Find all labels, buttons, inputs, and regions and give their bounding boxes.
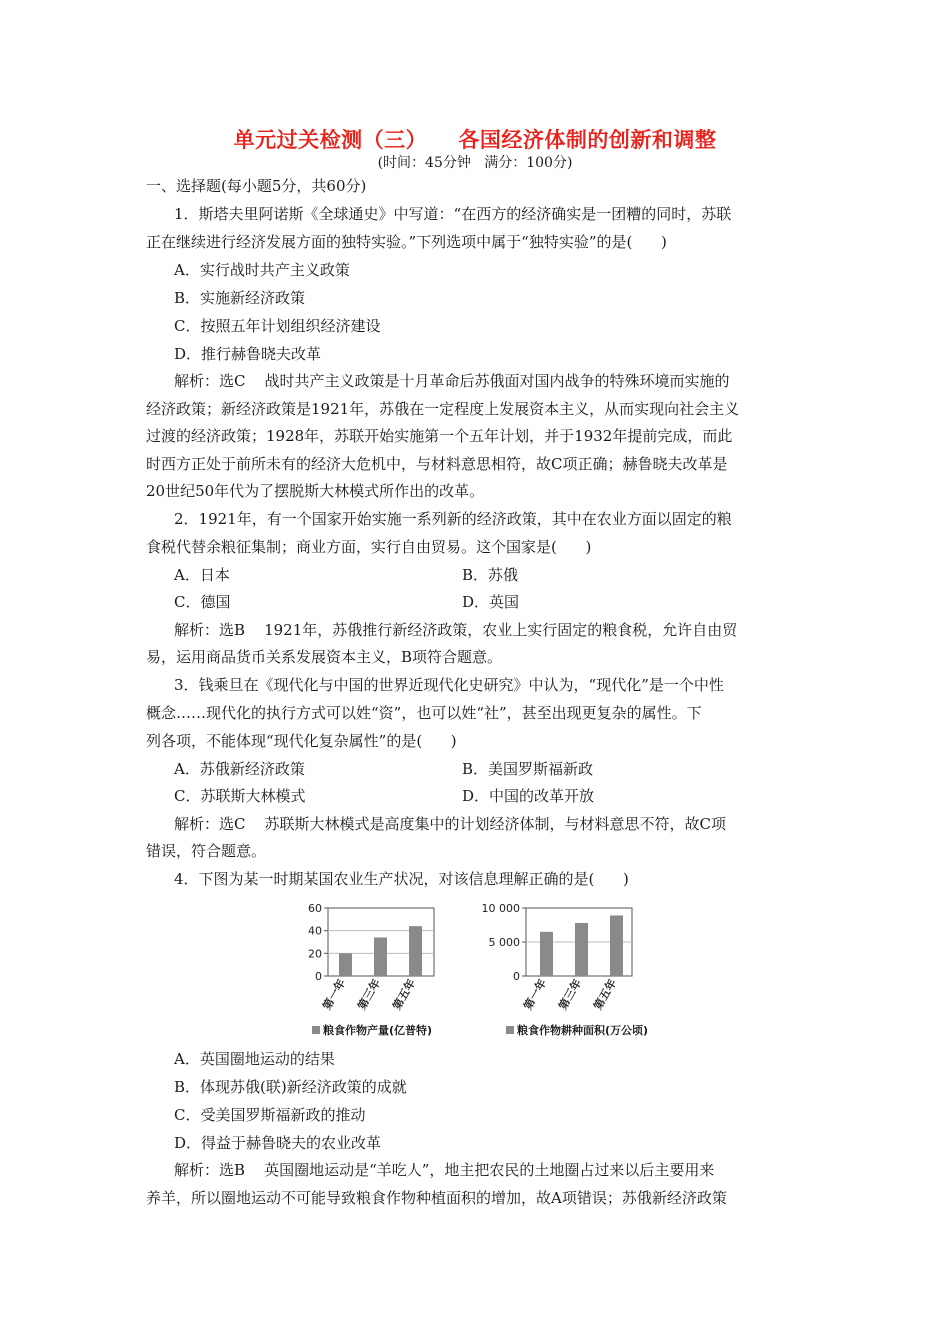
q1-option-d: D．推行赫鲁晓夫改革 <box>174 345 322 363</box>
q3-option-a: A．苏俄新经济政策 <box>174 760 305 778</box>
chart2-legend-label: 粮食作物耕种面积(万公顷) <box>517 1024 649 1037</box>
chart2-category-label: 第一年 <box>521 977 550 1013</box>
chart1-legend-label: 粮食作物产量(亿普特) <box>323 1024 433 1037</box>
q1-option-b: B．实施新经济政策 <box>174 289 306 307</box>
q3-stem-line3: 列各项，不能体现“现代化复杂属性”的是( ) <box>146 732 457 750</box>
chart1-y-tick-label: 0 <box>315 970 322 983</box>
q3-option-c: C．苏联斯大林模式 <box>174 787 306 805</box>
q1-explanation-line5: 20世纪50年代为了摆脱斯大林模式所作出的改革。 <box>146 482 485 500</box>
chart2-bar <box>610 915 623 976</box>
chart2-bar <box>540 932 553 976</box>
q1-option-c: C．按照五年计划组织经济建设 <box>174 317 381 335</box>
q2-option-d: D．英国 <box>462 593 520 611</box>
chart2-category-label: 第三年 <box>556 977 585 1013</box>
chart1-category-label: 第五年 <box>390 977 419 1013</box>
q1-stem-line1: 1．斯塔夫里阿诺斯《全球通史》中写道：“在西方的经济确实是一团糟的同时，苏联 <box>174 205 732 223</box>
q2-explanation-line1: 解析：选B 1921年，苏俄推行新经济政策，农业上实行固定的粮食税，允许自由贸 <box>174 621 738 639</box>
q2-stem-line2: 食税代替余粮征集制；商业方面，实行自由贸易。这个国家是( ) <box>146 538 592 556</box>
q4-explanation-line2: 养羊，所以圈地运动不可能导致粮食作物种植面积的增加，故A项错误；苏俄新经济政策 <box>146 1189 727 1207</box>
legend-swatch <box>312 1026 320 1034</box>
q4-charts <box>296 898 696 1040</box>
q1-stem-line2: 正在继续进行经济发展方面的独特实验。”下列选项中属于“独特实验”的是( ) <box>146 233 667 251</box>
chart2-y-tick-label: 5 000 <box>488 936 520 949</box>
q2-option-c: C．德国 <box>174 593 231 611</box>
chart2-y-tick-label: 10 000 <box>481 902 520 915</box>
chart2-bar <box>575 923 588 976</box>
q1-explanation-line3: 过渡的经济政策；1928年，苏联开始实施第一个五年计划，并于1932年提前完成，而此 <box>146 427 733 445</box>
chart1-y-tick-label: 20 <box>308 947 322 961</box>
chart1-bar <box>374 937 387 976</box>
chart1-y-tick-label: 40 <box>308 924 322 938</box>
chart1-legend <box>312 1022 432 1038</box>
chart2-y-tick-label: 0 <box>513 970 520 983</box>
q2-option-a: A．日本 <box>174 566 230 584</box>
section-heading: 一、选择题(每小题5分，共60分) <box>146 177 367 195</box>
q3-option-d: D．中国的改革开放 <box>462 787 595 805</box>
q2-option-b: B．苏俄 <box>462 566 519 584</box>
page-subtitle: (时间：45分钟 满分：100分) <box>377 155 573 171</box>
chart1-category-label: 第一年 <box>320 977 349 1013</box>
q2-stem-line1: 2．1921年，有一个国家开始实施一系列新的经济政策，其中在农业方面以固定的粮 <box>174 510 732 528</box>
q3-explanation-line2: 错误，符合题意。 <box>146 842 267 860</box>
chart1-category-label: 第三年 <box>355 977 384 1013</box>
q1-explanation-line1: 解析：选C 战时共产主义政策是十月革命后苏俄面对国内战争的特殊环境而实施的 <box>174 372 730 390</box>
q4-explanation-line1: 解析：选B 英国圈地运动是“羊吃人”，地主把农民的土地圈占过来以后主要用来 <box>174 1161 715 1179</box>
q3-explanation-line1: 解析：选C 苏联斯大林模式是高度集中的计划经济体制，与材料意思不符，故C项 <box>174 815 727 833</box>
q4-option-c: C．受美国罗斯福新政的推动 <box>174 1106 366 1124</box>
bar-charts-svg <box>296 898 696 1020</box>
q4-option-b: B．体现苏俄(联)新经济政策的成就 <box>174 1078 407 1096</box>
chart2-category-label: 第五年 <box>591 977 620 1013</box>
q1-explanation-line2: 经济政策；新经济政策是1921年，苏俄在一定程度上发展资本主义，从而实现向社会主义 <box>146 400 740 418</box>
chart1-bar <box>339 953 352 976</box>
q4-option-a: A．英国圈地运动的结果 <box>174 1050 335 1068</box>
q1-option-a: A．实行战时共产主义政策 <box>174 261 350 279</box>
q3-option-b: B．美国罗斯福新政 <box>462 760 594 778</box>
q2-explanation-line2: 易，运用商品货币关系发展资本主义，B项符合题意。 <box>146 648 503 666</box>
q4-stem-line1: 4．下图为某一时期某国农业生产状况，对该信息理解正确的是( ) <box>174 870 629 888</box>
chart1-bar <box>409 926 422 976</box>
chart2-legend <box>506 1022 648 1038</box>
legend-swatch <box>506 1026 514 1034</box>
q3-stem-line1: 3．钱乘旦在《现代化与中国的世界近现代化史研究》中认为，“现代化”是一个中性 <box>174 676 724 694</box>
page-title: 单元过关检测（三） 各国经济体制的创新和调整 <box>233 128 717 152</box>
chart1-y-tick-label: 60 <box>308 902 322 915</box>
q1-explanation-line4: 时西方正处于前所未有的经济大危机中，与材料意思相符，故C项正确；赫鲁晓夫改革是 <box>146 455 728 473</box>
q4-option-d: D．得益于赫鲁晓夫的农业改革 <box>174 1134 382 1152</box>
q3-stem-line2: 概念……现代化的执行方式可以姓“资”，也可以姓“社”，甚至出现更复杂的属性。下 <box>146 704 702 722</box>
